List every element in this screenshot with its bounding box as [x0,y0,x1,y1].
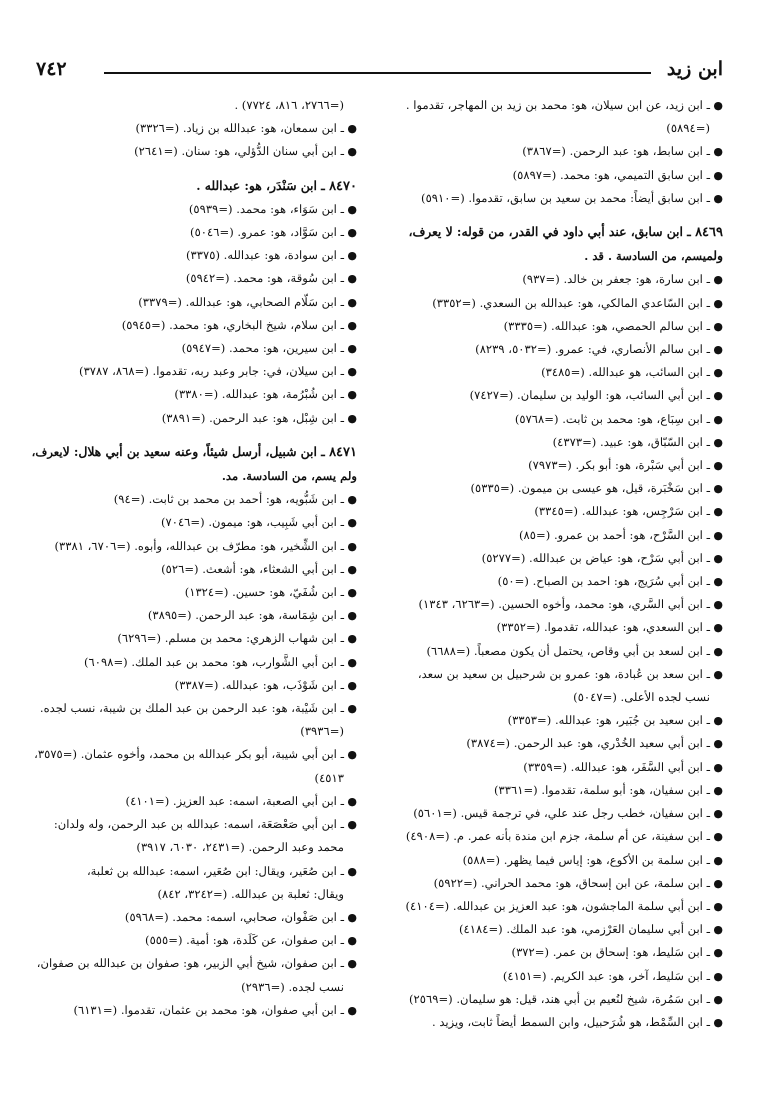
bullet-icon: ● [713,1015,723,1029]
list-item: ● ـ ابن سمعان، هو: عبدالله بن زياد. (=٣٣٢٦) [11,117,357,140]
entry-text: ابن شَيْبة، هو: عبد الرحمن بن عبد الملك بن شيبة، نسب لجده. [39,701,337,716]
left-column [11,94,357,1022]
bullet-icon: ● [347,818,357,832]
bullet-icon: ● [347,562,357,576]
list-item: ● ـ ابن أبي السَّفَر، هو: عبدالله. (=٣٣٥٩) [379,756,723,779]
bullet-icon: ● [713,168,723,182]
list-item: ● ـ ابن سفيان، هو: أبو سلمة، تقدموا. (=٣٣٦١) [379,779,723,802]
entry-text: ابن الشِّخير، هو: مطرّف بن عبدالله، وأبوه. (=٦٧٠٦، ٣٣٨١) [54,538,337,553]
bullet-icon: ● [713,459,723,473]
entry-text: ابن أبي الصعبة، اسمه: عبد العزيز. (=٤١٠١) [125,793,337,808]
list-item: ● ـ ابن سيرين، هو: محمد. (=٥٩٤٧) [11,337,357,360]
list-item: ● ـ ابن سفينة، عن أم سلمة، جزم ابن مندة بأنه عمر. م. (=٤٩٠٨) [379,825,723,848]
list-item: ● ـ ابن سِبَاع، هو: محمد بن ثابت. (=٥٧٦٨) [379,408,723,431]
list-item: ● ـ ابن سُوقة، هو: محمد. (=٥٩٤٢) [11,267,357,290]
list-item: ● ـ ابن سعد بن عُبادة، هو: عمرو بن شرحبيل بن سعيد بن سعد، نسب لجده الأعلى. (=٥٠٤٧) [379,663,723,709]
header-rule [104,72,651,74]
entry-text: ابن أبي سُرَيج، هو: احمد بن الصباح. (=٥٠) [497,574,703,589]
entry-text: ابن شهاب الزهري: محمد بن مسلم. (=٦٢٩٦) [117,631,337,646]
entry-text: ابن سلمة، عن ابن إسحاق، هو: محمد الحراني. (=٥٩٢٢) [433,875,703,890]
entry-text: ابن سابط، هو: عبد الرحمن. (=٣٨٦٧) [522,144,703,159]
list-item: ● ـ ابن سَليط، آخر، هو: عبد الكريم. (=٤١٥١) [379,965,723,988]
entry-text: ابن سالم الأنصاري، في: عمرو. (=٥٠٣٢، ٨٢٣٩) [475,342,703,357]
list-item: ● ـ ابن شَوْذَب، هو: عبدالله. (=٣٣٨٧) [11,674,357,697]
bullet-icon: ● [347,934,357,948]
bullet-icon: ● [713,830,723,844]
list-item: ● ـ ابن سَخْبَرة، قيل، هو عيسى بن ميمون. (=٥٣٣٥) [379,477,723,500]
entry-text: ابن شُبْرُمة، هو: عبدالله. (=٣٣٨٠) [174,387,337,402]
list-item: ● ـ ابن شِمَاسة، هو: عبد الرحمن. (=٣٨٩٥) [11,604,357,627]
bullet-icon: ● [347,655,357,669]
bullet-icon: ● [713,992,723,1006]
bullet-icon: ● [713,99,723,112]
list-item: ● ـ ابن سلمة، عن ابن إسحاق، هو: محمد الحراني. (=٥٩٢٢) [379,872,723,895]
bullet-icon: ● [713,273,723,287]
entry-text: ابن شَبُّويه، هو: أحمد بن محمد بن ثابت. (=٩٤) [113,492,337,507]
bullet-icon: ● [347,632,357,646]
entry-text: ابن سالم الحمصي، هو: عبدالله. (=٣٣٣٥) [503,318,703,333]
entry-text: ابن السِّمْط، هو شُرَحبيل، وابن السمط أيضاً ثابت، ويزيد . [431,1014,703,1029]
bullet-icon: ● [713,505,723,519]
list-item: ● ـ ابن سَلّام الصحابي، هو: عبدالله. (=٣٣٧٩) [11,291,357,314]
heading-text: ـ ابن شبيل، أرسل شيئاً، وعنه سعيد بن أبي هلال: لا [62,443,325,459]
list-item: ● ـ ابن زيد، عن ابن سيلان، هو: محمد بن زيد بن المهاجر، تقدموا . (=٥٨٩٤) [379,94,723,140]
list-item: ● ـ ابن سابط، هو: عبد الرحمن. (=٣٨٦٧) [379,140,723,163]
entry-text: ابن السّاعدي المالكي، هو: عبدالله بن السعدي. (=٣٣٥٢) [432,295,703,310]
entry-text: ابن السعدي، هو: عبدالله، تقدموا. (=٣٣٥٢) [496,620,703,635]
bullet-icon: ● [347,493,357,507]
bullet-icon: ● [713,714,723,728]
bullet-icon: ● [347,342,357,356]
list-item: ● ـ ابن أبي السائب، هو: الوليد بن سليمان. (=٧٤٢٧) [379,384,723,407]
entry-number: ٨٤٧٠ [329,178,357,194]
entry-text: ابن سيلان، في: جابر وعبد ربه، تقدموا. (=٨٦٨، ٣٧٨٧) [79,364,337,379]
entry-text: ابن السائب، هو عبدالله. (=٣٤٨٥) [541,365,703,380]
list-item: ● ـ ابن لسعد بن أبي وقاص، يحتمل أن يكون مصعباً. (=٦٦٨٨) [379,640,723,663]
list-item: ● ـ ابن أبي الصعبة، اسمه: عبد العزيز. (=٤١٠١) [11,790,357,813]
bullet-icon: ● [713,923,723,937]
right-column [379,94,723,1034]
entry-continuation: ويقال: ثعلبة بن عبدالله. (=٣٢٤٢، ٨٤٢) [157,886,344,901]
bullet-icon: ● [713,853,723,867]
entry-text: ابن لسعد بن أبي وقاص، يحتمل أن يكون مصعباً. (=٦٦٨٨) [426,643,703,658]
list-item: ● ـ ابن أبي سَرْح، هو: عياض بن عبدالله. (=٥٢٧٧) [379,547,723,570]
bullet-icon: ● [713,598,723,612]
entry-continuation: (=٥٨٩٤) [666,121,710,136]
list-item: ● ـ ابن أبي سعيد الخُدْري، هو: عبد الرحمن. (=٣٨٧٤) [379,732,723,755]
entry-continuation: ٤٥١٣) [314,770,344,785]
bullet-icon: ● [347,365,357,379]
entry-heading [379,220,723,268]
list-item: ● ـ ابن صفوان، شيخ أبي الزبير، هو: صفوان بن عبدالله بن صفوان، نسب لجده. (=٢٩٣٦) [11,952,357,998]
bullet-icon: ● [713,621,723,635]
list-item: ● ـ ابن السّبّاق، هو: عبيد. (=٤٣٧٣) [379,431,723,454]
bullet-icon: ● [713,528,723,542]
bullet-icon: ● [713,644,723,658]
bullet-icon: ● [347,226,357,240]
entry-text: ابن سارة، هو: جعفر بن خالد. (=٩٣٧) [522,272,703,287]
list-item: ● ـ ابن أبي سَبْرة، هو: أبو بكر. (=٧٩٧٣) [379,454,723,477]
list-item: ● ـ ابن سلام، شيخ البخاري، هو: محمد. (=٥٩٤٥) [11,314,357,337]
entry-continuation: (=٣٩٣٦) [300,724,344,739]
bullet-icon: ● [347,295,357,309]
list-item: ● ـ ابن السَّرْح، هو: أحمد بن عمرو. (=٨٥) [379,524,723,547]
entry-text: ابن أبي شيبة، أبو بكر عبدالله بن محمد، وأخوه عثمان. (=٣٥٧٥، [34,747,337,762]
list-item: ● ـ ابن صَفْوان، صحابي، اسمه: محمد. (=٥٩٦٨) [11,906,357,929]
list-item: ● ـ ابن شَبُّويه، هو: أحمد بن محمد بن ثابت. (=٩٤) [11,488,357,511]
entry-continuation: محمد وعبد الرحمن. (=٢٤٣١، ٦٠٣٠، ٣٩١٧) [136,840,344,855]
entry-text: ابن أبي صَعْصَعَة، اسمه: عبدالله بن عبد الرحمن، وله ولدان: [53,817,337,832]
list-item: ● ـ ابن أبي سُرَيج، هو: احمد بن الصباح. (=٥٠) [379,570,723,593]
list-item: ● ـ ابن سالم الأنصاري، في: عمرو. (=٥٠٣٢، ٨٢٣٩) [379,338,723,361]
list-item: ● ـ ابن سارة، هو: جعفر بن خالد. (=٩٣٧) [379,268,723,291]
list-item: ● ـ ابن شُبْرُمة، هو: عبدالله. (=٣٣٨٠) [11,383,357,406]
list-item: ● ـ ابن أبي سلمة الماجشون، هو: عبد العزيز بن عبدالله. (=٤١٠٤) [379,895,723,918]
entry-text: ابن أبي سنان الدُّؤلي، هو: سنان. (=٢٦٤١) [134,144,337,159]
bullet-icon: ● [347,122,357,136]
entry-text: ابن سَرْجِس، هو: عبدالله. (=٣٣٤٥) [534,504,703,519]
bullet-icon: ● [347,516,357,530]
bullet-icon: ● [347,411,357,425]
list-item: ● ـ ابن سلمة بن الأكوع، هو: إياس فيما يظهر. (=٥٨٨) [379,849,723,872]
bullet-icon: ● [713,389,723,403]
list-item: ● ـ ابن السِّمْط، هو شُرَحبيل، وابن السمط أيضاً ثابت، ويزيد . [379,1011,723,1034]
entry-text: ابن سابق أيضاً: محمد بن سعيد بن سابق، تقدموا. (=٥٩١٠) [421,190,703,205]
page-number: ٧٤٢ [36,58,67,80]
bullet-icon: ● [713,191,723,205]
bullet-icon: ● [347,272,357,286]
bullet-icon: ● [713,899,723,913]
list-item: ● ـ ابن السعدي، هو: عبدالله، تقدموا. (=٣٣٥٢) [379,616,723,639]
bullet-icon: ● [713,969,723,983]
list-item: ● ـ ابن سَليط، هو: إسحاق بن عمر. (=٣٧٢) [379,941,723,964]
heading-text: ـ ابن سابق، عند أبي داود في القدر، من قوله: لا يعرف، ولم [408,224,723,264]
entry-number: ٨٤٧١ [329,444,357,460]
bullet-icon: ● [713,807,723,821]
bullet-icon: ● [347,388,357,402]
list-item: ● ـ ابن سَوَّاد، هو: عمرو. (=٥٠٤٦) [11,221,357,244]
bullet-icon: ● [347,586,357,600]
entry-heading [11,440,357,488]
bullet-icon: ● [713,946,723,960]
entry-text: ابن سعيد بن جُبَير، هو: عبدالله. (=٣٣٥٣) [507,713,703,728]
bullet-icon: ● [347,794,357,808]
bullet-icon: ● [347,249,357,263]
bullet-icon: ● [347,539,357,553]
bullet-icon: ● [713,760,723,774]
entry-text: ابن شُفَيّ، هو: حسين. (=١٣٢٤) [184,585,337,600]
list-item: ● ـ ابن سابق أيضاً: محمد بن سعيد بن سابق، تقدموا. (=٥٩١٠) [379,187,723,210]
bullet-icon: ● [713,343,723,357]
bullet-icon: ● [713,145,723,159]
list-item: ● ـ ابن صُعَير، ويقال: ابن صُعَير، اسمه: عبدالله بن ثعلبة، ويقال: ثعلبة بن عبدالله. (=٣٢٤٢، ٨٤٢) [11,860,357,906]
entry-text: ابن سمعان، هو: عبدالله بن زياد. (=٣٣٢٦) [135,121,337,136]
entry-text: ابن سَمُرة، شيخ لنُعيم بن أبي هند، قيل: هو سليمان. (=٢٥٦٩) [409,991,703,1006]
heading-continuation: يعرف، ولم يسم، من السادسة. مد. [31,444,357,484]
bullet-icon: ● [713,366,723,380]
list-item: ● ـ ابن شِبْل، هو: عبد الرحمن. (=٣٨٩١) [11,407,357,430]
entry-text: ابن أبي الشعثاء، هو: أشعث. (=٥٢٦) [161,561,337,576]
list-item: ● ـ ابن أبي الشعثاء، هو: أشعث. (=٥٢٦) [11,558,357,581]
entry-text: ابن سِبَاع، هو: محمد بن ثابت. (=٥٧٦٨) [514,411,703,426]
entry-text: ابن سيرين، هو: محمد. (=٥٩٤٧) [181,341,337,356]
list-item: ● ـ ابن أبي صفوان، هو: محمد بن عثمان، تقدموا. (=٦١٣١) [11,999,357,1022]
bullet-icon: ● [347,318,357,332]
continued-text: (=٢٧٦٦، ٨١٦، ٧٧٢٤) . [234,98,344,112]
bullet-icon: ● [713,575,723,589]
entry-text: ابن سوادة، هو: عبدالله. (٣٣٧٥) [186,248,337,263]
bullet-icon: ● [347,864,357,878]
entry-text: ابن شِمَاسة، هو: عبد الرحمن. (=٣٨٩٥) [147,608,337,623]
entry-text: ابن سَوَاء، هو: محمد. (=٥٩٣٩) [188,201,337,216]
list-item: ● ـ ابن شهاب الزهري: محمد بن مسلم. (=٦٢٩٦) [11,627,357,650]
entry-text: ابن أبي سعيد الخُدْري، هو: عبد الرحمن. (=٣٨٧٤) [466,736,703,751]
entry-text: ابن صَفْوان، صحابي، اسمه: محمد. (=٥٩٦٨) [124,909,337,924]
bullet-icon: ● [347,609,357,623]
bullet-icon: ● [713,783,723,797]
entry-text: ابن أبي الشَّوارب، هو: محمد بن عبد الملك. (=٦٠٩٨) [83,654,337,669]
list-item: ● ـ ابن أبي سليمان العَرْزمي، هو: عبد الملك. (=٤١٨٤) [379,918,723,941]
list-item: ● ـ ابن صفوان، عن كَلَدة، هو: أمية. (=٥٥٥) [11,929,357,952]
bullet-icon: ● [713,876,723,890]
entry-text: ابن سَخْبَرة، قيل، هو عيسى بن ميمون. (=٥٣٣٥) [470,481,703,496]
list-item: ● ـ ابن أبي الشَّوارب، هو: محمد بن عبد الملك. (=٦٠٩٨) [11,651,357,674]
list-item: ● ـ ابن السائب، هو عبدالله. (=٣٤٨٥) [379,361,723,384]
list-item: ● ـ ابن سيلان، في: جابر وعبد ربه، تقدموا. (=٨٦٨، ٣٧٨٧) [11,360,357,383]
bullet-icon: ● [347,702,357,716]
list-item: ● ـ ابن أبي صَعْصَعَة، اسمه: عبدالله بن عبد الرحمن، وله ولدان: محمد وعبد الرحمن. (=٢٤٣١، ٦٠٣٠، ٣٩١٧) [11,813,357,859]
entry-text: ابن أبي سَبْرة، هو: أبو بكر. (=٧٩٧٣) [528,458,703,473]
bullet-icon: ● [347,910,357,924]
bullet-icon: ● [347,202,357,216]
entry-number: ٨٤٦٩ [695,225,723,241]
bullet-icon: ● [347,957,357,971]
entry-text: ابن سَليط، آخر، هو: عبد الكريم. (=٤١٥١) [502,968,703,983]
entry-text: ابن أبي صفوان، هو: محمد بن عثمان، تقدموا. (=٦١٣١) [73,1002,337,1017]
entry-text: ابن صفوان، عن كَلَدة، هو: أمية. (=٥٥٥) [145,933,337,948]
entry-text: ابن سُوقة، هو: محمد. (=٥٩٤٢) [185,271,337,286]
list-item: ● ـ ابن أبي السَّري، هو: محمد، وأخوه الحسين. (=٦٢٦٣، ١٣٤٣) [379,593,723,616]
list-item: ● ـ ابن أبي شَبِيب، هو: ميمون. (=٧٠٤٦) [11,511,357,534]
entry-text: ابن صُعَير، ويقال: ابن صُعَير، اسمه: عبدالله بن ثعلبة، [86,863,337,878]
entry-text: ابن شِبْل، هو: عبد الرحمن. (=٣٨٩١) [161,410,337,425]
bullet-icon: ● [713,435,723,449]
entry-text: ابن أبي السَّري، هو: محمد، وأخوه الحسين. (=٦٢٦٣، ١٣٤٣) [418,597,703,612]
list-item: ● ـ ابن سفيان، خطب رجل عند علي، في ترجمة قيس. (=٥٦٠١) [379,802,723,825]
entry-text: ابن سَوَّاد، هو: عمرو. (=٥٠٤٦) [190,225,337,240]
list-item: ● ـ ابن السّاعدي المالكي، هو: عبدالله بن السعدي. (=٣٣٥٢) [379,292,723,315]
list-item: ● ـ ابن سالم الحمصي، هو: عبدالله. (=٣٣٣٥) [379,315,723,338]
list-item: ● ـ ابن سَمُرة، شيخ لنُعيم بن أبي هند، قيل: هو سليمان. (=٢٥٦٩) [379,988,723,1011]
heading-text: ـ ابن سَنْدَر، هو: عبدالله . [196,177,325,193]
entry-text: ابن سَليط، هو: إسحاق بن عمر. (=٣٧٢) [511,945,703,960]
entry-continuation: نسب لجده. (=٢٩٣٦) [241,979,344,994]
bullet-icon: ● [713,482,723,496]
list-item: ● ـ ابن سَوَاء، هو: محمد. (=٥٩٣٩) [11,198,357,221]
entry-text: ابن سلمة بن الأكوع، هو: إياس فيما يظهر. (=٥٨٨) [462,852,703,867]
entry-text: ابن أبي السائب، هو: الوليد بن سليمان. (=٧٤٢٧) [469,388,703,403]
bullet-icon: ● [347,678,357,692]
entry-text: ابن صفوان، شيخ أبي الزبير، هو: صفوان بن عبدالله بن صفوان، [36,956,337,971]
entry-continuation: نسب لجده الأعلى. (=٥٠٤٧) [573,690,710,705]
entry-text: ابن شَوْذَب، هو: عبدالله. (=٣٣٨٧) [174,677,337,692]
bullet-icon: ● [713,412,723,426]
entry-text: ابن سفينة، عن أم سلمة، جزم ابن مندة بأنه عمر. م. (=٤٩٠٨) [405,829,703,844]
entry-text: ابن سلام، شيخ البخاري، هو: محمد. (=٥٩٤٥) [121,317,337,332]
list-item: ● ـ ابن الشِّخير، هو: مطرّف بن عبدالله، وأبوه. (=٦٧٠٦، ٣٣٨١) [11,535,357,558]
entry-text: ابن أبي سلمة الماجشون، هو: عبد العزيز بن عبدالله. (=٤١٠٤) [405,898,703,913]
bullet-icon: ● [713,319,723,333]
list-item: ● ـ ابن سوادة، هو: عبدالله. (٣٣٧٥) [11,244,357,267]
entry-heading [11,174,357,198]
list-item: ● ـ ابن شَيْبة، هو: عبد الرحمن بن عبد الملك بن شيبة، نسب لجده. (=٣٩٣٦) [11,697,357,743]
entry-text: ابن سابق التميمي، هو: محمد. (=٥٨٩٧) [512,167,703,182]
bullet-icon: ● [713,667,723,681]
entry-text: ابن زيد، عن ابن سيلان، هو: محمد بن زيد بن المهاجر، تقدموا . [405,98,703,112]
entry-text: ابن سفيان، خطب رجل عند علي، في ترجمة قيس. (=٥٦٠١) [413,806,703,821]
entry-text: ابن أبي السَّفَر، هو: عبدالله. (=٣٣٥٩) [523,759,703,774]
list-item: ● ـ ابن سابق التميمي، هو: محمد. (=٥٨٩٧) [379,164,723,187]
entry-text: ابن سعد بن عُبادة، هو: عمرو بن شرحبيل بن سعيد بن سعد، [417,666,703,681]
entry-text: ابن أبي سَرْح، هو: عياض بن عبدالله. (=٥٢٧٧) [481,550,703,565]
entry-text: ابن سفيان، هو: أبو سلمة، تقدموا. (=٣٣٦١) [494,782,703,797]
entry-text: ابن أبي سليمان العَرْزمي، هو: عبد الملك. (=٤١٨٤) [459,922,703,937]
list-item: ● ـ ابن شُفَيّ، هو: حسين. (=١٣٢٤) [11,581,357,604]
running-title: ابن زيد [666,58,723,80]
bullet-icon: ● [713,737,723,751]
bullet-icon: ● [347,145,357,159]
bullet-icon: ● [713,296,723,310]
entry-text: ابن السَّرْح، هو: أحمد بن عمرو. (=٨٥) [519,527,703,542]
bullet-icon: ● [347,748,357,762]
list-item: ● ـ ابن أبي شيبة، أبو بكر عبدالله بن محمد، وأخوه عثمان. (=٣٥٧٥، ٤٥١٣) [11,743,357,789]
entry-text: ابن أبي شَبِيب، هو: ميمون. (=٧٠٤٦) [160,515,337,530]
bullet-icon: ● [713,551,723,565]
list-item: ● ـ ابن سعيد بن جُبَير، هو: عبدالله. (=٣٣٥٣) [379,709,723,732]
heading-continuation: يسم، من السادسة . قد . [584,249,707,264]
list-item: ● ـ ابن أبي سنان الدُّؤلي، هو: سنان. (=٢٦٤١) [11,140,357,163]
entry-text: ابن السّبّاق، هو: عبيد. (=٤٣٧٣) [552,434,703,449]
running-header [36,58,723,88]
bullet-icon: ● [347,1003,357,1017]
list-item: ● ـ ابن سَرْجِس، هو: عبدالله. (=٣٣٤٥) [379,500,723,523]
entry-text: ابن سَلّام الصحابي، هو: عبدالله. (=٣٣٧٩) [138,294,337,309]
